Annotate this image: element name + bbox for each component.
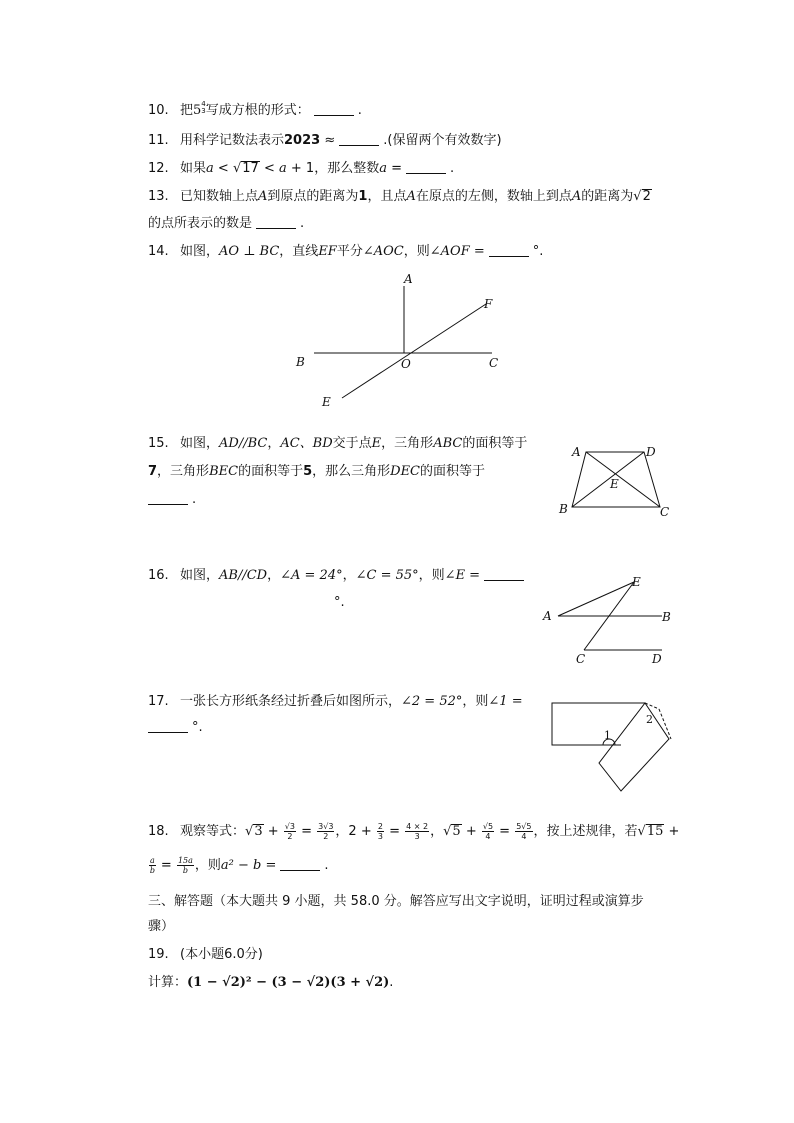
q14-angle-aof: ∠AOF =: [429, 244, 485, 259]
q15-text-b: ，: [267, 436, 281, 451]
q15-tri-abc: ABC: [433, 436, 463, 451]
question-number: 14.: [148, 244, 169, 259]
diagonal-bd: [572, 452, 644, 507]
fold-dash-2: [659, 709, 671, 739]
q18-f3rn: 5√5: [516, 822, 532, 831]
q13-one: 1: [358, 189, 368, 204]
q15-tri-bec: BEC: [209, 464, 239, 479]
question-13: 13. 已知数轴上点A到原点的距离为1，且点A在原点的左侧，数轴上到点A的距离为√2: [148, 189, 651, 204]
q15-text-h: ，那么三角形: [312, 464, 391, 479]
q14-text-b: ，直线: [279, 244, 319, 259]
q11-year: 2023: [284, 133, 321, 148]
q18-frac3r: [515, 822, 532, 841]
q15-text-c: 交于点: [332, 436, 372, 451]
line-ae: [558, 582, 634, 616]
question-17-line2: [148, 719, 203, 737]
paper-strip: [552, 703, 645, 745]
q15-parallel: AD//BC: [219, 436, 268, 451]
q18-f1rd: 2: [323, 832, 329, 841]
q17-text-a: 一张长方形纸条经过折叠后如图所示，: [180, 694, 402, 709]
q14-line: EF: [318, 244, 337, 259]
q18-f2d: 3: [377, 832, 383, 841]
q18-text-a: 观察等式：: [180, 824, 246, 839]
question-number: 19.: [148, 947, 169, 962]
q13-text-a: 已知数轴上点: [180, 189, 259, 204]
question-number: 12.: [148, 161, 169, 176]
q14-text-d: ，则: [403, 244, 430, 259]
q14-angle-aoc: ∠AOC: [362, 244, 404, 259]
q14-text-c: 平分: [336, 244, 363, 259]
label-2: 2: [646, 713, 653, 726]
question-15-line2: [148, 463, 485, 481]
figure-14: [290, 268, 510, 413]
q13-radicand: 2: [642, 189, 651, 204]
q15-diagonals: AC、BD: [280, 436, 333, 451]
q15-text-g: 的面积等于: [238, 464, 304, 479]
answer-blank[interactable]: [148, 492, 188, 505]
question-10: [148, 101, 362, 120]
q18-f2rd: 3: [414, 832, 420, 841]
q13-pointA: A: [258, 189, 268, 204]
q10-text-b: 写成方根的形式：: [205, 103, 310, 118]
question-number: 11.: [148, 133, 169, 148]
q19-end: .: [389, 975, 394, 990]
q18-f3d: 4: [485, 832, 491, 841]
question-18-line2: $\frac{a}{b}$ = $\frac{15a}{b}$ ，则a² − b = .: [149, 856, 329, 875]
q16-parallel: AB//CD: [219, 568, 268, 583]
folded-part: [599, 703, 669, 791]
question-17: [148, 693, 523, 711]
question-13-line2: [148, 215, 304, 233]
q15-text-d: ，三角形: [381, 436, 434, 451]
label-c: C: [576, 652, 586, 666]
question-16-line2: [334, 594, 345, 612]
question-19: [148, 946, 263, 964]
q19-label: (本小题6.0分): [180, 947, 263, 962]
label-a: A: [572, 445, 581, 459]
q13-text-b: 到原点的距离为: [267, 189, 359, 204]
label-1: 1: [604, 729, 611, 742]
q11-approx: ≈: [324, 133, 336, 148]
q18-fan: a: [150, 856, 155, 865]
q14-end: °.: [532, 244, 544, 259]
q18-frac-ab: [149, 856, 156, 875]
q17-angle-1: ∠1 =: [488, 694, 523, 709]
q15-text-e: 的面积等于: [462, 436, 528, 451]
label-b: B: [559, 502, 568, 516]
q18-frac2: [377, 822, 384, 841]
q12-plus: + 1: [290, 161, 315, 176]
question-14: [148, 243, 543, 261]
q15-text-f: ，三角形: [157, 464, 210, 479]
label-c: C: [660, 505, 670, 519]
question-number: 13.: [148, 189, 169, 204]
q16-text-d: ，则: [418, 568, 445, 583]
question-18: 18. 观察等式：√3 + $\frac{√3}{2}$ = $\frac{3√3}{2}$ ，2 + $\frac{2}{3}$ = $\frac{4 \times 2}{3}$ ，√5 + $\frac{√5}{4}$ = $\frac{5√5}{4}$ ，按上述规律，若√15 +: [148, 822, 680, 841]
label-d: D: [652, 652, 662, 666]
answer-blank[interactable]: [484, 568, 524, 581]
question-12: 12. 如果a < √17 < a + 1，那么整数a = .: [148, 161, 455, 176]
q18-fbd: b: [182, 866, 188, 875]
q16-text-a: 如图，: [180, 568, 220, 583]
question-number: 17.: [148, 694, 169, 709]
figure-17: [545, 695, 680, 795]
q16-end: °.: [334, 595, 345, 610]
q12-radicand: 17: [242, 161, 259, 176]
q18-f1rn: 3√3: [318, 822, 334, 831]
q17-text-b: ，则: [462, 694, 489, 709]
q15-end: .: [192, 492, 197, 507]
q10-base: 5: [193, 103, 202, 118]
q12-eq: =: [391, 161, 403, 176]
q16-angle-a: ∠A = 24°: [280, 568, 343, 583]
q18-fbn: 15a: [177, 856, 193, 865]
q15-num5: 5: [303, 464, 313, 479]
label-b: B: [296, 355, 305, 369]
q16-text-b: ，: [267, 568, 281, 583]
label-e: E: [610, 477, 619, 491]
question-11: [148, 132, 502, 150]
q18-r3: 5: [452, 824, 461, 839]
section-3-title-l2: 骤）: [148, 919, 175, 934]
question-number: 18.: [148, 824, 169, 839]
question-number: 16.: [148, 568, 169, 583]
q18-f2n: 2: [377, 822, 383, 831]
question-15: [148, 435, 527, 453]
q10-exp-num: 4: [201, 100, 206, 108]
figure-16: [538, 572, 678, 667]
question-19-body: [148, 974, 393, 992]
q13-end: .: [300, 216, 305, 231]
q13-text-c: ，且点: [367, 189, 407, 204]
q16-angle-c: ∠C = 55°: [355, 568, 419, 583]
q18-text-b: ，按上述规律，若: [533, 824, 638, 839]
q16-angle-e: ∠E =: [444, 568, 481, 583]
label-e: E: [322, 395, 331, 409]
answer-blank[interactable]: [148, 720, 188, 733]
q18-frac3: [482, 822, 494, 841]
q14-perp: AO ⊥ BC: [219, 244, 280, 259]
question-15-line3: [148, 491, 196, 509]
q12-lt: <: [217, 161, 229, 176]
q18-frac1: [284, 822, 296, 841]
q15-text-i: 的面积等于: [420, 464, 486, 479]
answer-blank[interactable]: [314, 103, 354, 116]
q18-fad: b: [149, 866, 155, 875]
label-o: O: [401, 357, 411, 371]
q18-frac-15ab: [177, 856, 194, 875]
q13-text-e: 的距离为: [581, 189, 634, 204]
q19-prefix: 计算：: [148, 975, 188, 990]
q18-frac1r: [317, 822, 334, 841]
q15-tri-dec: DEC: [390, 464, 420, 479]
label-f: F: [484, 297, 493, 311]
label-a: A: [404, 272, 413, 286]
q16-text-c: ，: [342, 568, 356, 583]
line-ef: [342, 304, 486, 398]
q18-e2a: 2 +: [348, 824, 372, 839]
q18-f1d: 2: [287, 832, 293, 841]
q10-exp-den: 3: [201, 107, 206, 115]
q18-r1: 3: [254, 824, 263, 839]
q10-text-a: 把: [180, 103, 194, 118]
q18-sep2: ，: [430, 824, 444, 839]
question-number: 10.: [148, 103, 169, 118]
q19-expr: (1 − √2)² − (3 − √2)(3 + √2): [187, 975, 390, 990]
q18-frac2r: [405, 822, 429, 841]
diagonal-ac: [586, 452, 660, 507]
question-number: 15.: [148, 436, 169, 451]
q18-text-c: ，则: [194, 858, 221, 873]
label-a: A: [543, 609, 552, 623]
q15-num7: 7: [148, 464, 158, 479]
q11-text-b: .(保留两个有效数字): [383, 133, 502, 148]
label-b: B: [662, 610, 671, 624]
q13-pointA3: A: [571, 189, 582, 204]
label-e: E: [632, 575, 641, 589]
q13-text-d: 在原点的左侧，数轴上到点: [415, 189, 572, 204]
q13-text-l2: 的点所表示的数是: [148, 216, 253, 231]
q11-text-a: 用科学记数法表示: [180, 133, 285, 148]
question-16: [148, 567, 528, 585]
q13-pointA2: A: [406, 189, 416, 204]
q18-sep1: ，: [335, 824, 349, 839]
q17-end: °.: [192, 720, 203, 735]
q17-angle-2: ∠2 = 52°: [401, 694, 463, 709]
section-3-title-line2: [148, 918, 174, 936]
figure-15: [552, 440, 682, 525]
q14-text-a: 如图，: [180, 244, 220, 259]
section-3-title-l1: 三、解答题（本大题共 9 小题，共 58.0 分。解答应写出文字说明，证明过程或演算步: [148, 894, 644, 909]
q12-text-b: ，那么整数: [314, 161, 380, 176]
answer-blank[interactable]: [339, 133, 379, 146]
q18-f3rd: 4: [521, 832, 527, 841]
answer-blank[interactable]: [256, 216, 296, 229]
q15-text-a: 如图，: [180, 436, 220, 451]
q18-f3n: √5: [482, 822, 494, 831]
q18-r4: 15: [646, 824, 664, 839]
section-3-title: [148, 893, 644, 911]
q12-end: .: [450, 161, 455, 176]
answer-blank[interactable]: [406, 161, 446, 174]
label-c: C: [489, 356, 499, 370]
q18-expr: a² − b =: [220, 858, 277, 873]
q12-var: a: [206, 161, 214, 176]
q18-end: .: [324, 858, 329, 873]
q15-pointE: E: [371, 436, 382, 451]
q10-end: .: [357, 103, 362, 118]
q12-var3: a: [379, 161, 387, 176]
q18-f2rn: 4 × 2: [406, 822, 429, 831]
q18-f1n: √3: [284, 822, 295, 831]
q12-var2: a: [278, 161, 287, 176]
answer-blank[interactable]: [489, 244, 529, 257]
label-d: D: [646, 445, 656, 459]
q12-lt2: <: [263, 161, 275, 176]
answer-blank[interactable]: [280, 858, 320, 871]
q12-text-a: 如果: [180, 161, 207, 176]
